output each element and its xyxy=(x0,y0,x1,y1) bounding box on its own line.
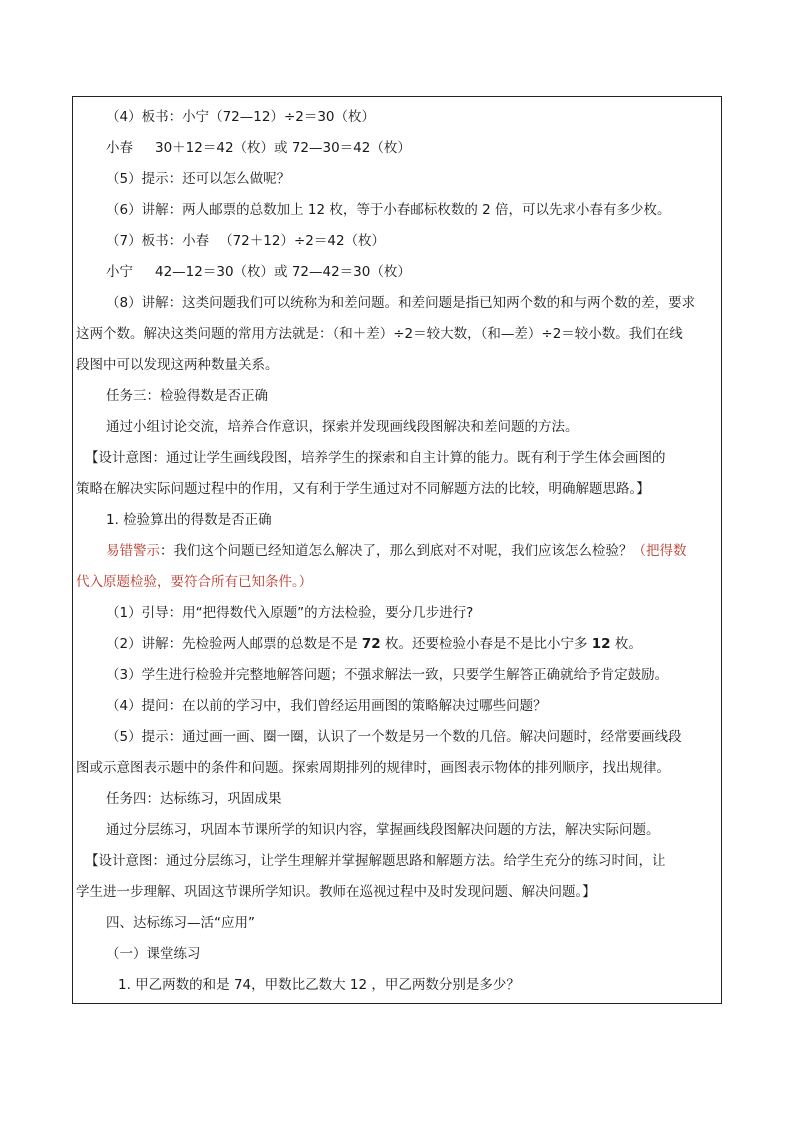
warning-note: （把得数 xyxy=(632,543,687,559)
text-line: （3）学生进行检验并完整地解答问题；不强求解法一致，只要学生解答正确就给予肯定鼓励。 xyxy=(106,667,669,683)
text-line: （一）课堂练习 xyxy=(106,946,201,962)
board-writing-4 xyxy=(106,107,713,127)
section-four-heading xyxy=(106,913,713,933)
check-answer-heading xyxy=(106,510,713,530)
design-intent-2-line1 xyxy=(85,851,713,871)
text-line: 枚。 xyxy=(614,636,642,652)
explanation-8-line1 xyxy=(106,293,713,313)
board-writing-7 xyxy=(106,231,713,251)
text-line: （5）提示：还可以怎么做呢？ xyxy=(106,171,291,187)
text-line: 任务四：达标练习，巩固成果 xyxy=(106,791,282,807)
equation-text: 42—12＝30（枚）或 72—42＝30（枚） xyxy=(155,264,411,280)
equation-text: （72＋12）÷2＝42（枚） xyxy=(219,233,386,249)
text-line: （2）讲解：先检验两人邮票的总数是不是 xyxy=(106,636,358,652)
design-intent-1-line2 xyxy=(76,479,713,499)
guide-1 xyxy=(106,603,713,623)
text-line: 通过分层练习，巩固本节课所学的知识内容，掌握画线段图解决问题的方法，解决实际问题。 xyxy=(106,822,660,838)
explanation-8-line2 xyxy=(76,324,713,344)
explanation-8-line3 xyxy=(76,355,713,375)
design-intent-1-line1 xyxy=(85,448,713,468)
text-line: （4）提问：在以前的学习中，我们曾经运用画图的策略解决过哪些问题？ xyxy=(106,698,547,714)
number-value: 12 xyxy=(591,636,611,652)
practice-question-1 xyxy=(118,975,713,995)
warning-label: 易错警示 xyxy=(106,543,160,559)
text-line: 枚。还要检验小春是不是比小宁多 xyxy=(384,636,588,652)
text-line: 【设计意图：通过让学生画线段图，培养学生的探索和自主计算的能力。既有利于学生体会画图的 xyxy=(85,450,666,466)
text-line: （8）讲解：这类问题我们可以统称为和差问题。和差问题是指已知两个数的和与两个数的差，要求 xyxy=(106,295,696,311)
text-line: 四、达标练习—活“应用” xyxy=(106,915,255,931)
task-three-description xyxy=(106,417,713,437)
text-line: 1. 检验算出的得数是否正确 xyxy=(106,512,272,528)
design-intent-2-line2 xyxy=(76,882,713,902)
hint-5b-line1 xyxy=(106,727,713,747)
text-line: 通过小组讨论交流，培养合作意识，探索并发现画线段图解决和差问题的方法。 xyxy=(106,419,579,435)
text-line: （4）板书：小宁（72—12）÷2＝30（枚） xyxy=(106,109,376,125)
student-check-3 xyxy=(106,665,713,685)
text-line: （1）引导：用“把得数代入原题”的方法检验，要分几步进行? xyxy=(106,605,474,621)
hint-5b-line2 xyxy=(76,758,713,778)
equation-text: 30＋12＝42（枚）或 72—30＝42（枚） xyxy=(155,140,411,156)
text-line: 1. 甲乙两数的和是 74，甲数比乙数大 12 ，甲乙两数分别是多少？ xyxy=(118,977,520,993)
text-line: 这两个数。解决这类问题的常用方法就是：（和＋差）÷2＝较大数，（和—差）÷2＝较小数。我们在线 xyxy=(76,326,683,342)
error-warning-line2 xyxy=(76,572,713,592)
text-line: ：我们这个问题已经知道怎么解决了，那么到底对不对呢，我们应该怎么检验？ xyxy=(160,543,633,559)
task-three-heading xyxy=(106,386,713,406)
warning-note: 代入原题检验，要符合所有已知条件。） xyxy=(76,574,313,590)
explanation-6 xyxy=(106,200,713,220)
explanation-2 xyxy=(106,634,713,654)
text-line: 图或示意图表示题中的条件和问题。探索周期排列的规律时，画图表示物体的排列顺序，找出规律。 xyxy=(76,760,670,776)
error-warning-line1 xyxy=(106,541,713,561)
text-line: 【设计意图：通过分层练习，让学生理解并掌握解题思路和解题方法。给学生充分的练习时间，让 xyxy=(85,853,666,869)
hint-5 xyxy=(106,169,713,189)
xiaochun-solution xyxy=(106,138,713,158)
classroom-practice-heading xyxy=(106,944,713,964)
question-4 xyxy=(106,696,713,716)
lesson-plan-table-cell xyxy=(72,96,722,1004)
name-label: 小春 xyxy=(106,140,133,156)
text-line: 任务三：检验得数是否正确 xyxy=(106,388,268,404)
text-line: （7）板书：小春 xyxy=(106,233,210,249)
text-line: （6）讲解：两人邮票的总数加上 12 枚，等于小春邮标枚数的 2 倍，可以先求小春有多少枚。 xyxy=(106,202,671,218)
text-line: 策略在解决实际问题过程中的作用，又有利于学生通过对不同解题方法的比较，明确解题思路。】 xyxy=(76,481,650,497)
task-four-heading xyxy=(106,789,713,809)
text-line: 学生进一步理解、巩固这节课所学知识。教师在巡视过程中及时发现问题、解决问题。】 xyxy=(76,884,596,900)
xiaoning-solution xyxy=(106,262,713,282)
text-line: 段图中可以发现这两种数量关系。 xyxy=(76,357,279,373)
task-four-description xyxy=(106,820,713,840)
text-line: （5）提示：通过画一画、圈一圈，认识了一个数是另一个数的几倍。解决问题时，经常要画线段 xyxy=(106,729,682,745)
name-label: 小宁 xyxy=(106,264,133,280)
number-value: 72 xyxy=(361,636,381,652)
